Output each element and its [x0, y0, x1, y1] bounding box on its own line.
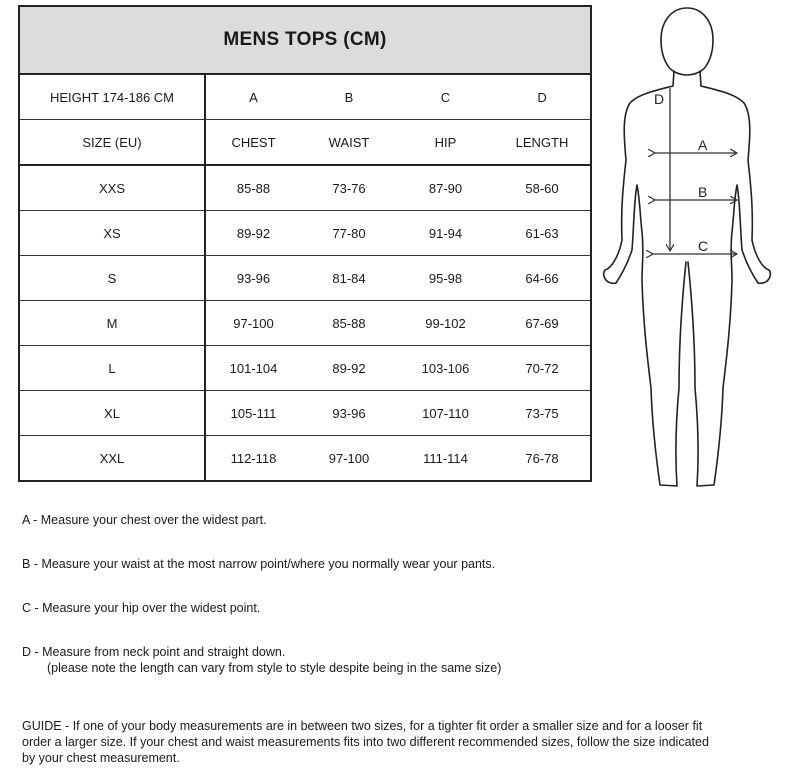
- hip-cell: 111-114: [397, 436, 494, 482]
- chest-cell: 105-111: [205, 391, 301, 436]
- note-d-line1: D - Measure from neck point and straight down.: [22, 645, 286, 659]
- chest-header: CHEST: [205, 120, 301, 166]
- note-a: A - Measure your chest over the widest part.: [22, 513, 267, 527]
- chest-cell: 89-92: [205, 211, 301, 256]
- size-cell: XS: [19, 211, 205, 256]
- table-row: [19, 436, 591, 482]
- length-cell: 67-69: [494, 301, 591, 346]
- label-b: B: [698, 184, 708, 200]
- table-row: [19, 165, 591, 211]
- body-right-outline: [688, 71, 770, 486]
- table-title: MENS TOPS (CM): [19, 6, 591, 74]
- col-b-label: B: [301, 74, 397, 120]
- note-c: C - Measure your hip over the widest point.: [22, 601, 261, 615]
- chest-cell: 85-88: [205, 165, 301, 211]
- table-row: [19, 346, 591, 391]
- body-outline: [604, 8, 771, 486]
- measurement-lines: [652, 88, 736, 254]
- length-cell: 58-60: [494, 165, 591, 211]
- hip-header: HIP: [397, 120, 494, 166]
- size-cell: XXL: [19, 436, 205, 482]
- body-left-outline: [604, 71, 686, 486]
- table-row: [19, 301, 591, 346]
- note-d: [22, 644, 501, 676]
- size-header: SIZE (EU): [19, 120, 205, 166]
- size-cell: S: [19, 256, 205, 301]
- label-d: D: [654, 91, 665, 107]
- chest-cell: 101-104: [205, 346, 301, 391]
- note-d-line2: (please note the length can vary from style to style despite being in the same size): [47, 661, 502, 675]
- hip-cell: 103-106: [397, 346, 494, 391]
- label-c: C: [698, 238, 709, 254]
- waist-cell: 73-76: [301, 165, 397, 211]
- waist-cell: 77-80: [301, 211, 397, 256]
- waist-cell: 81-84: [301, 256, 397, 301]
- note-b: B - Measure your waist at the most narrow point/where you normally wear your pants.: [22, 557, 496, 571]
- col-a-label: A: [205, 74, 301, 120]
- head-outline: [661, 8, 713, 75]
- header-row: [19, 120, 591, 166]
- size-cell: M: [19, 301, 205, 346]
- length-cell: 73-75: [494, 391, 591, 436]
- height-label: HEIGHT 174-186 CM: [19, 74, 205, 120]
- length-cell: 64-66: [494, 256, 591, 301]
- size-cell: XXS: [19, 165, 205, 211]
- waist-cell: 93-96: [301, 391, 397, 436]
- size-chart-table: [18, 5, 592, 482]
- hip-cell: 99-102: [397, 301, 494, 346]
- hip-cell: 107-110: [397, 391, 494, 436]
- label-a: A: [698, 137, 708, 153]
- waist-cell: 85-88: [301, 301, 397, 346]
- waist-header: WAIST: [301, 120, 397, 166]
- measurement-labels: [654, 91, 708, 254]
- col-c-label: C: [397, 74, 494, 120]
- body-measurement-figure: [592, 0, 782, 500]
- length-cell: 70-72: [494, 346, 591, 391]
- table-row: [19, 211, 591, 256]
- length-cell: 76-78: [494, 436, 591, 482]
- chest-cell: 112-118: [205, 436, 301, 482]
- guide-note: GUIDE - If one of your body measurements are in between two sizes, for a tighter fit order a smaller size and for a looser fit order a larger size. If your chest and waist measurements fits into two different recommended sizes, follow the size indicated by your chest measurement.: [22, 719, 709, 765]
- table-row: [19, 256, 591, 301]
- length-header: LENGTH: [494, 120, 591, 166]
- waist-cell: 97-100: [301, 436, 397, 482]
- height-row: [19, 74, 591, 120]
- chest-cell: 97-100: [205, 301, 301, 346]
- hip-cell: 87-90: [397, 165, 494, 211]
- table-row: [19, 391, 591, 436]
- size-cell: L: [19, 346, 205, 391]
- size-cell: XL: [19, 391, 205, 436]
- col-d-label: D: [494, 74, 591, 120]
- table-title-row: [19, 6, 591, 74]
- length-cell: 61-63: [494, 211, 591, 256]
- chest-cell: 93-96: [205, 256, 301, 301]
- hip-cell: 91-94: [397, 211, 494, 256]
- waist-cell: 89-92: [301, 346, 397, 391]
- hip-cell: 95-98: [397, 256, 494, 301]
